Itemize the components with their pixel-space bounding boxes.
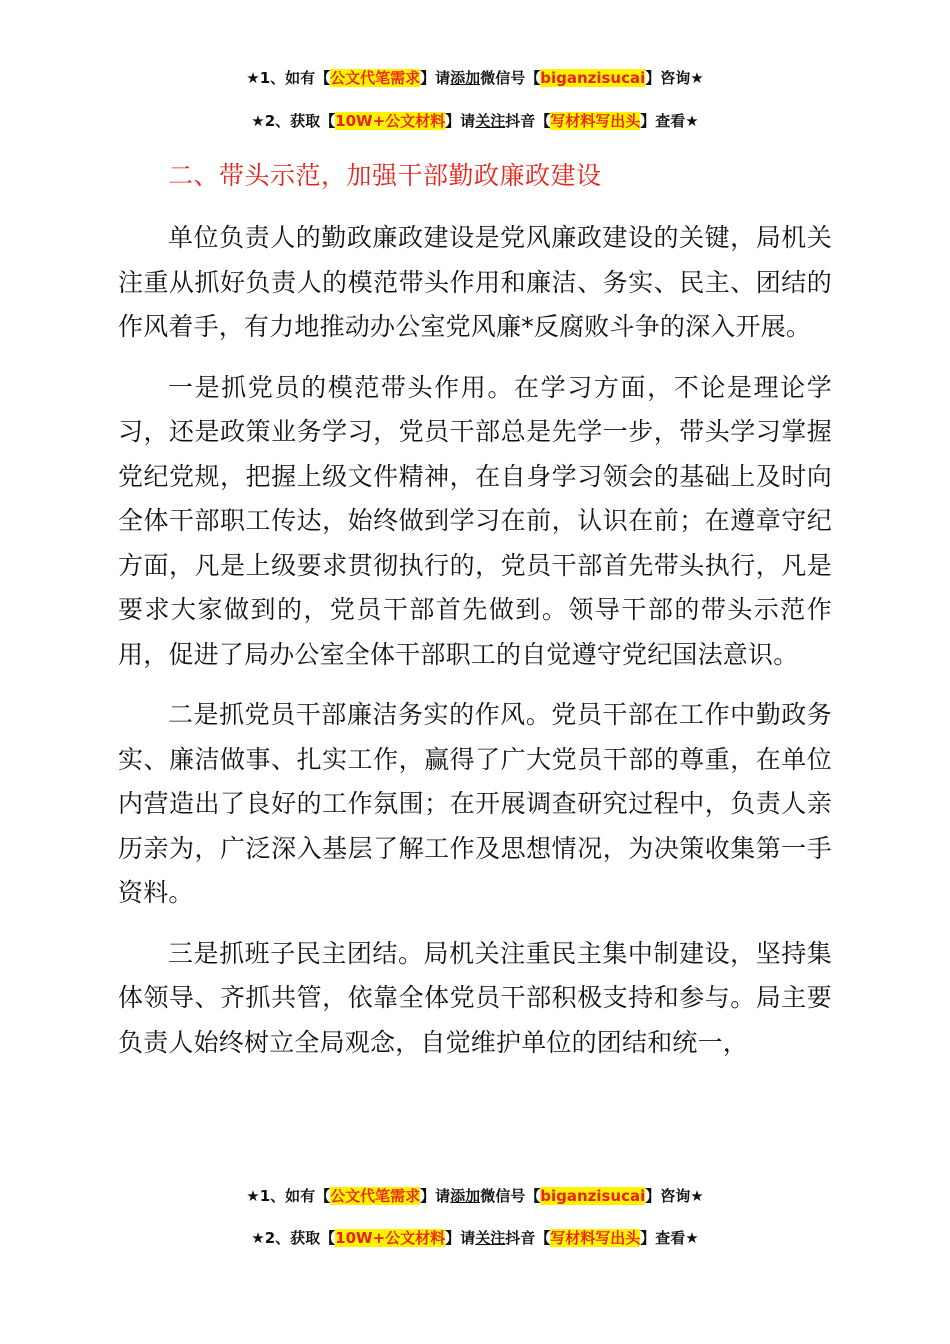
bottom-banner-line-2: ★2、获取【10W+公文材料】请关注抖音【写材料写出头】查看★ [251,1229,699,1247]
star-icon: ★ [690,1187,704,1205]
bottom-banner-line-1: ★1、如有【公文代笔需求】请添加微信号【biganzisucai】咨询★ [246,1187,704,1205]
paragraph: 三是抓班子民主团结。局机关注重民主集中制建设，坚持集体领导、齐抓共管，依靠全体党员干部积极支持和参与。局主要负责人始终树立全局观念，自觉维护单位的团结和统一， [118,938,832,1057]
douyin-account: 写材料写出头 [550,112,641,130]
highlight-service: 公文代笔需求 [330,1187,421,1205]
top-banner-line-2: ★2、获取【10W+公文材料】请关注抖音【写材料写出头】查看★ [251,112,699,130]
star-icon: ★ [246,1187,260,1205]
highlight-materials: 10W+公文材料 [335,1229,446,1247]
star-icon: ★ [251,112,265,130]
wechat-id: biganzisucai [540,1187,646,1205]
top-banner-line-1: ★1、如有【公文代笔需求】请添加微信号【biganzisucai】咨询★ [246,69,704,87]
star-icon: ★ [246,69,260,87]
paragraph: 二是抓党员干部廉洁务实的作风。党员干部在工作中勤政务实、廉洁做事、扎实工作，赢得了广大党员干部的尊重，在单位内营造出了良好的工作氛围；在开展调查研究过程中，负责人亲历亲为，广泛深入基层了解工作及思想情况，为决策收集第一手资料。 [118,700,832,907]
douyin-account: 写材料写出头 [550,1229,641,1247]
section-heading: 二、带头示范，加强干部勤政廉政建设 [168,161,602,190]
document-body [118,156,832,1081]
highlight-materials: 10W+公文材料 [335,112,446,130]
star-icon: ★ [685,1229,699,1247]
star-icon: ★ [690,69,704,87]
star-icon: ★ [685,112,699,130]
wechat-id: biganzisucai [540,69,646,87]
paragraph: 单位负责人的勤政廉政建设是党风廉政建设的关键，局机关注重从抓好负责人的模范带头作用和廉洁、务实、民主、团结的作风着手，有力地推动办公室党风廉*反腐败斗争的深入开展。 [118,223,832,341]
star-icon: ★ [251,1229,265,1247]
paragraph: 一是抓党员的模范带头作用。在学习方面，不论是理论学习，还是政策业务学习，党员干部总是先学一步，带头学习掌握党纪党规，把握上级文件精神，在自身学习领会的基础上及时向全体干部职工传达，始终做到学习在前，认识在前；在遵章守纪方面，凡是上级要求贯彻执行的，党员干部首先带头执行，凡是要求大家做到的，党员干部首先做到。领导干部的带头示范作用，促进了局办公室全体干部职工的自觉遵守党纪国法意识。 [118,372,832,669]
highlight-service: 公文代笔需求 [330,69,421,87]
